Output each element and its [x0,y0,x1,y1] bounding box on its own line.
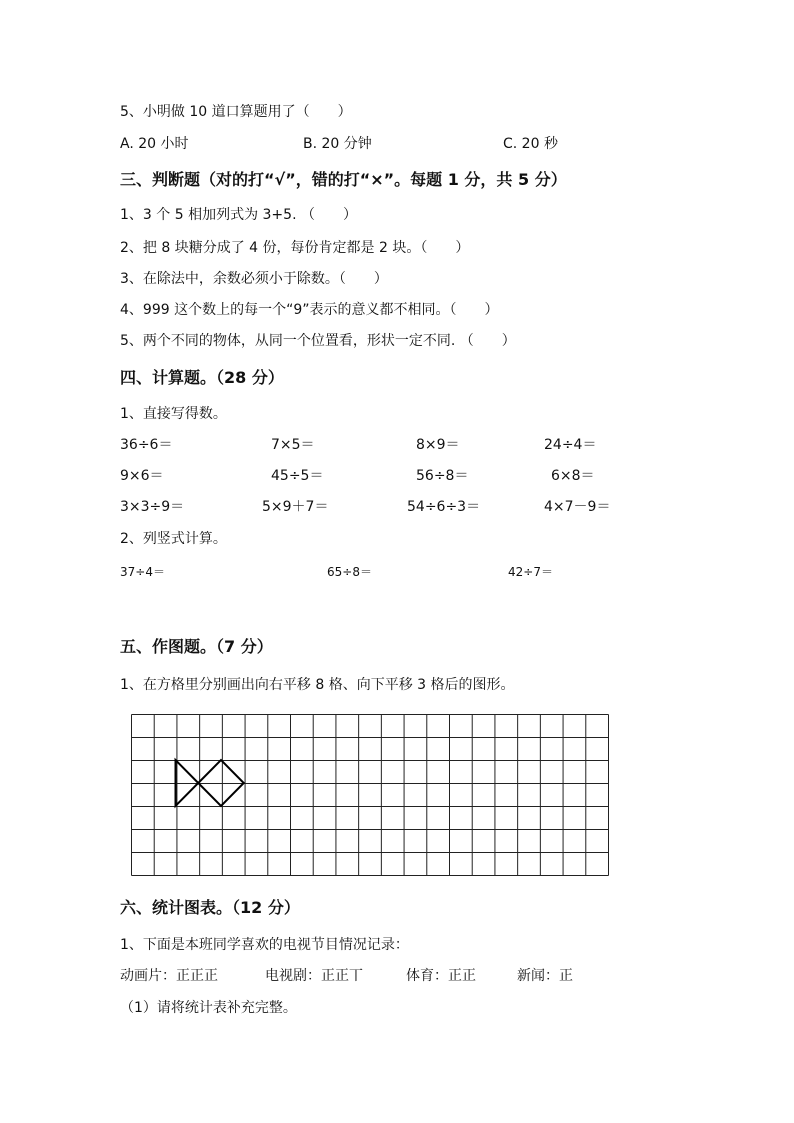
calc-cell: 6×8＝ [551,468,595,484]
draw-sub-1: 1、在方格里分别画出向右平移 8 格、向下平移 3 格后的图形。 [120,677,515,693]
calc-cell: 24÷4＝ [544,437,597,453]
judge-item-5: 5、两个不同的物体，从同一个位置看，形状一定不同. （ ） [120,333,516,349]
section-4-title: 四、计算题。（28 分） [120,368,284,387]
calc-cell: 56÷8＝ [416,468,469,484]
translation-grid [130,713,610,877]
calc-cell: 7×5＝ [271,437,315,453]
calc-cell: 36÷6＝ [120,437,173,453]
vertical-calc: 42÷7＝ [508,565,553,579]
section-5-title: 五、作图题。（7 分） [120,637,273,656]
stats-sub-2: （1）请将统计表补充完整。 [120,1000,297,1016]
option-a: A. 20 小时 [120,136,189,152]
judge-item-3: 3、在除法中，余数必须小于除数。（ ） [120,271,388,287]
calc-cell: 5×9＋7＝ [262,499,329,515]
record-tv-drama: 电视剧：正正丅 [265,968,363,984]
question-5: 5、小明做 10 道口算题用了（ ） [120,104,352,120]
calc-cell: 3×3÷9＝ [120,499,185,515]
record-sports: 体育：正正 [406,968,476,984]
calc-sub-1: 1、直接写得数。 [120,406,227,422]
calc-cell: 8×9＝ [416,437,460,453]
record-news: 新闻：正 [517,968,573,984]
judge-item-1: 1、3 个 5 相加列式为 3+5. （ ） [120,207,357,223]
option-c: C. 20 秒 [503,136,558,152]
record-cartoon: 动画片：正正正 [120,968,218,984]
calc-cell: 9×6＝ [120,468,164,484]
section-3-title: 三、判断题（对的打“√”，错的打“×”。每题 1 分，共 5 分） [120,170,567,189]
judge-item-2: 2、把 8 块糖分成了 4 份，每份肯定都是 2 块。（ ） [120,240,470,256]
judge-item-4: 4、999 这个数上的每一个“9”表示的意义都不相同。（ ） [120,302,499,318]
calc-cell: 45÷5＝ [271,468,324,484]
vertical-calc: 37÷4＝ [120,565,165,579]
calc-sub-2: 2、列竖式计算。 [120,531,227,547]
calc-cell: 54÷6÷3＝ [407,499,481,515]
section-6-title: 六、统计图表。（12 分） [120,898,300,917]
stats-sub-1: 1、下面是本班同学喜欢的电视节目情况记录： [120,937,409,953]
vertical-calc: 65÷8＝ [327,565,372,579]
calc-cell: 4×7－9＝ [544,499,611,515]
option-b: B. 20 分钟 [303,136,372,152]
